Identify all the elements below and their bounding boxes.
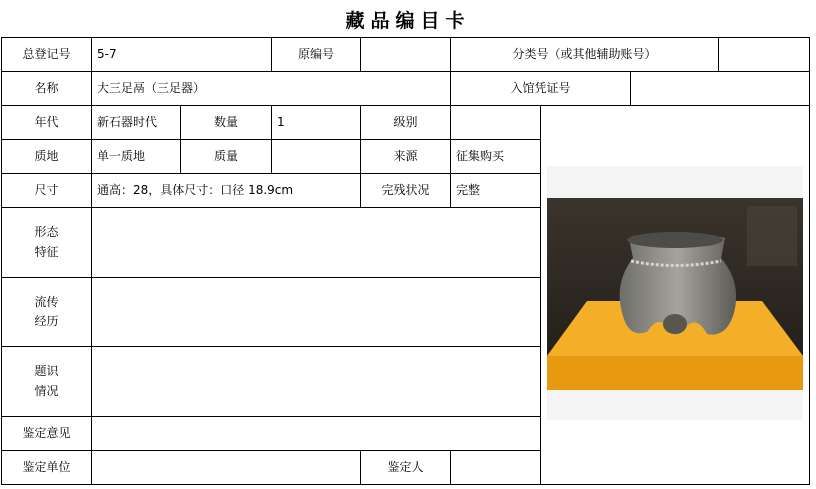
class-no-label (450, 37, 719, 72)
source-value-text: 征集购买 (456, 148, 505, 163)
qty-label (180, 105, 272, 140)
condition-label-text: 完残状况 (381, 182, 430, 197)
reg-no-label-text: 总登记号 (22, 46, 71, 61)
opinion-label (1, 416, 92, 451)
voucher-label (450, 71, 631, 106)
source-value[interactable] (450, 139, 541, 174)
opinion-label-text: 鉴定意见 (22, 425, 71, 440)
history-label-line-1: 流传 (34, 294, 59, 309)
unit-label (1, 450, 92, 485)
grade-value[interactable] (450, 105, 541, 140)
source-label-text: 来源 (393, 148, 418, 163)
form-label (1, 207, 92, 278)
grade-label (360, 105, 451, 140)
name-label (1, 71, 92, 106)
appraiser-label (360, 450, 451, 485)
era-value[interactable] (91, 105, 181, 140)
form-label-line-2: 特征 (34, 244, 59, 259)
name-value[interactable] (91, 71, 451, 106)
history-value[interactable] (91, 277, 541, 347)
mass-label (180, 139, 272, 174)
history-label-line-2: 经历 (34, 314, 59, 328)
unit-value[interactable] (91, 450, 361, 485)
class-no-label-text: 分类号（或其他辅助账号） (512, 46, 657, 61)
condition-value[interactable] (450, 173, 541, 208)
qty-value[interactable] (271, 105, 361, 140)
material-label-text: 质地 (34, 148, 59, 163)
mass-value[interactable] (271, 139, 361, 174)
inscription-label-line-1: 题识 (34, 364, 59, 379)
reg-no-label (1, 37, 92, 72)
voucher-value[interactable] (630, 71, 810, 106)
name-value-text: 大三足鬲（三足器） (97, 80, 206, 95)
material-value[interactable] (91, 139, 181, 174)
condition-value-text: 完整 (456, 182, 481, 197)
appraiser-value[interactable] (450, 450, 541, 485)
qty-value-text: 1 (277, 114, 285, 129)
reg-no-value[interactable] (91, 37, 272, 72)
qty-label-text: 数量 (213, 114, 238, 129)
material-value-text: 单一质地 (97, 148, 146, 163)
material-label (1, 139, 92, 174)
unit-label-text: 鉴定单位 (22, 459, 71, 474)
orig-no-label-text: 原编号 (297, 46, 334, 61)
era-value-text: 新石器时代 (97, 114, 158, 129)
form-value[interactable] (91, 207, 541, 278)
condition-label (360, 173, 451, 208)
inscription-value[interactable] (91, 346, 541, 417)
mass-label-text: 质量 (213, 148, 238, 163)
orig-no-value[interactable] (360, 37, 451, 72)
era-label-text: 年代 (34, 114, 59, 129)
voucher-label-text: 入馆凭证号 (510, 80, 571, 95)
inscription-label (1, 346, 92, 417)
size-label-text: 尺寸 (34, 182, 59, 197)
reg-no-value-text: 5-7 (97, 46, 117, 61)
orig-no-label (271, 37, 361, 72)
size-value-text: 通高：28，具体尺寸：口径 18.9cm (97, 182, 294, 197)
inscription-label-line-2: 情况 (34, 383, 59, 398)
tripod-vessel-photo-icon (547, 166, 803, 420)
grade-label-text: 级别 (393, 114, 418, 129)
era-label (1, 105, 92, 140)
size-value[interactable] (91, 173, 361, 208)
appraiser-label-text: 鉴定人 (387, 459, 424, 474)
opinion-value[interactable] (91, 416, 541, 451)
source-label (360, 139, 451, 174)
history-label (1, 277, 92, 347)
class-no-value[interactable] (718, 37, 810, 72)
name-label-text: 名称 (34, 80, 59, 95)
form-label-line-1: 形态 (34, 225, 59, 240)
size-label (1, 173, 92, 208)
card-title: 藏品编目卡 (345, 9, 471, 32)
